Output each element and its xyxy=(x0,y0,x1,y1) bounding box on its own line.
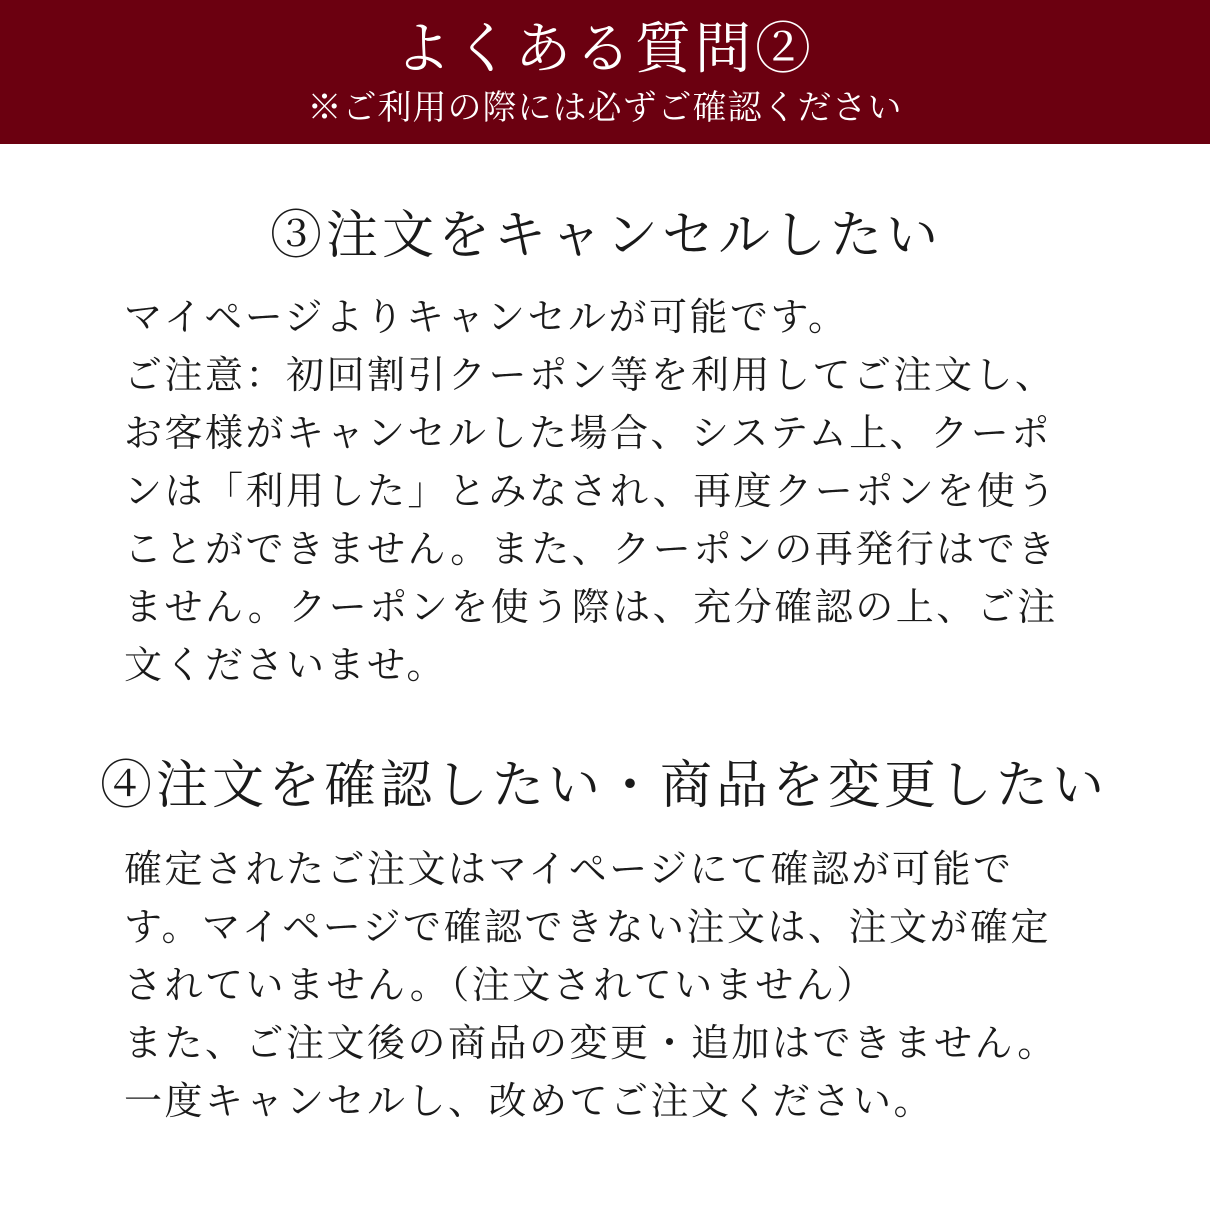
body-line: 確定されたご注文はマイページにて確認が可能で xyxy=(124,847,1014,891)
page-title: よくある質問② xyxy=(395,17,815,82)
body-line: 文くださいませ。 xyxy=(124,643,447,687)
body-line: ません。クーポンを使う際は、充分確認の上、ご注 xyxy=(124,585,1058,629)
body-line: また、ご注文後の商品の変更・追加はできません。 xyxy=(124,1021,1058,1065)
page-subtitle: ※ご利用の際には必ずご確認ください xyxy=(307,88,903,128)
section-heading-cancel-order: ③注文をキャンセルしたい xyxy=(270,206,943,266)
body-line: 一度キャンセルし、改めてご注文ください。 xyxy=(124,1079,935,1123)
body-line: マイページよりキャンセルが可能です。 xyxy=(124,295,849,339)
section-body-cancel-order xyxy=(124,288,1104,694)
body-line: す。マイページで確認できない注文は、注文が確定 xyxy=(124,905,1051,949)
body-line: お客様がキャンセルした場合、システム上、クーポ xyxy=(124,411,1052,455)
header-banner xyxy=(0,0,1210,144)
section-body-confirm-change-order xyxy=(124,840,1104,1130)
body-line: ンは「利用した」とみなされ、再度クーポンを使う xyxy=(124,469,1058,513)
body-line: ことができません。また、クーポンの再発行はでき xyxy=(124,527,1058,571)
body-line: されていません。（注文されていません） xyxy=(124,963,877,1007)
body-line: ご注意：初回割引クーポン等を利用してご注文し、 xyxy=(124,353,1056,397)
section-heading-confirm-change-order: ④注文を確認したい・商品を変更したい xyxy=(100,756,1109,816)
